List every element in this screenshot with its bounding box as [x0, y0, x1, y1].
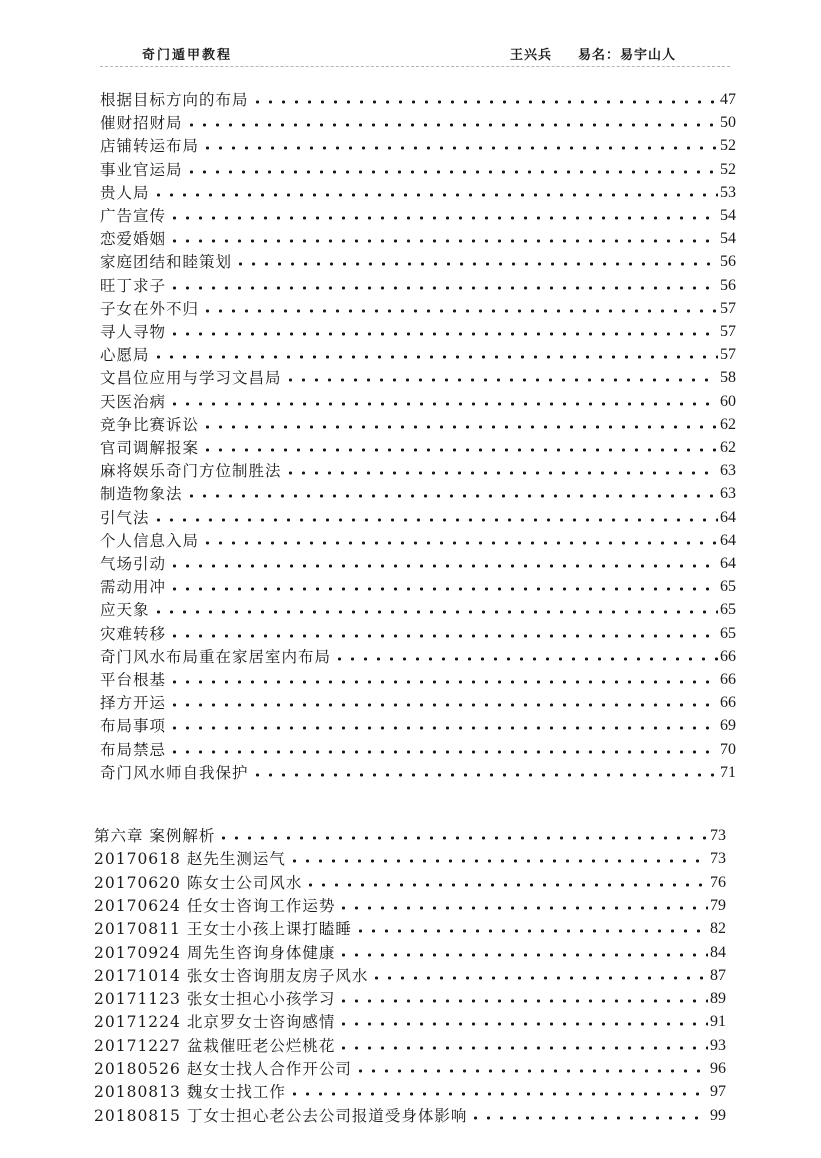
dot-leader	[333, 655, 718, 663]
toc-entry-page: 57	[720, 323, 736, 340]
toc-entry	[100, 205, 736, 227]
dot-leader	[168, 678, 718, 686]
toc-entry-title: 引气法	[100, 508, 150, 527]
toc-entry-title: 文昌位应用与学习文昌局	[100, 369, 282, 388]
toc-entry	[100, 599, 736, 621]
toc-entry	[100, 739, 736, 761]
dot-leader	[469, 1114, 708, 1122]
dot-leader	[251, 771, 718, 779]
dot-leader	[168, 284, 718, 292]
dot-leader	[370, 974, 708, 982]
dot-leader	[168, 214, 718, 222]
toc-entry	[94, 965, 726, 987]
toc-entry	[100, 228, 736, 250]
toc-entry-title: 天医治病	[100, 392, 167, 411]
toc-entry	[100, 275, 736, 297]
toc-entry-title: 广告宣传	[100, 207, 167, 225]
toc-entry-title: 平台根基	[100, 671, 167, 689]
toc-entry-page: 54	[720, 207, 736, 224]
toc-entry-page: 62	[720, 439, 736, 456]
dot-leader	[168, 400, 718, 408]
toc-entry	[94, 1081, 726, 1103]
toc-entry	[100, 483, 736, 505]
toc-entry-page: 54	[720, 230, 736, 248]
toc-entry	[94, 1011, 726, 1033]
toc-entry	[100, 89, 736, 111]
toc-entry	[94, 1035, 726, 1057]
toc-entry	[100, 298, 736, 320]
toc-entry-page: 52	[720, 160, 736, 178]
toc-entry	[94, 918, 726, 940]
dot-leader	[288, 1090, 708, 1098]
toc-entry-page: 56	[720, 276, 736, 294]
toc-entry	[100, 112, 736, 134]
toc-entry-page: 64	[720, 508, 736, 526]
dot-leader	[284, 469, 718, 477]
toc-entry-title: 20171227 盆栽催旺老公烂桃花	[94, 1036, 336, 1055]
dot-leader	[337, 997, 708, 1005]
toc-entry	[100, 135, 736, 157]
toc-entry-page: 47	[720, 91, 736, 108]
toc-entry	[100, 321, 736, 343]
toc-entry-page: 82	[710, 920, 726, 938]
toc-entry-page: 79	[710, 896, 726, 914]
toc-entry-page: 64	[720, 555, 736, 572]
toc-entry-page: 96	[710, 1060, 726, 1077]
toc-entry-title: 灾难转移	[100, 624, 167, 643]
toc-entry-title: 恋爱婚姻	[100, 230, 167, 249]
toc-entry-title: 需动用冲	[100, 578, 167, 597]
dot-leader	[168, 701, 718, 709]
dot-leader	[354, 927, 708, 935]
toc-entry-title: 心愿局	[100, 346, 150, 365]
dot-leader	[217, 834, 708, 842]
toc-entry-page: 76	[710, 873, 726, 891]
dot-leader	[152, 608, 718, 616]
dot-leader	[185, 121, 718, 129]
dot-leader	[152, 516, 718, 524]
toc-entry	[100, 182, 736, 204]
dot-leader	[168, 585, 718, 593]
toc-entry-page: 93	[710, 1036, 726, 1054]
toc-entry	[94, 942, 726, 964]
toc-entry	[100, 507, 736, 529]
toc-entry-title: 催财招财局	[100, 114, 183, 133]
toc-entry-page: 66	[720, 694, 736, 712]
toc-entry	[100, 646, 736, 668]
toc-entry-title: 根据目标方向的布局	[100, 91, 249, 109]
toc-entry	[94, 1058, 726, 1080]
toc-entry	[94, 895, 726, 917]
toc-entry	[94, 848, 726, 870]
dot-leader	[168, 562, 718, 570]
header-author: 王兴兵	[510, 48, 553, 63]
toc-entry-title: 第六章 案例解析	[94, 827, 216, 845]
toc-entry-title: 20170624 任女士咨询工作运势	[94, 896, 336, 915]
toc-entry-title: 20170924 周先生咨询身体健康	[94, 943, 336, 962]
toc-entry-title: 事业官运局	[100, 160, 183, 179]
toc-entry-title: 择方开运	[100, 694, 167, 713]
toc-entry-page: 87	[710, 966, 726, 984]
toc-entry-title: 奇门风水师自我保护	[100, 763, 249, 782]
toc-entry	[100, 553, 736, 575]
toc-entry-title: 制造物象法	[100, 485, 183, 504]
toc-entry-page: 89	[710, 990, 726, 1008]
toc-entry-page: 66	[720, 671, 736, 688]
dot-leader	[168, 632, 718, 640]
toc-entry-title: 个人信息入局	[100, 531, 200, 550]
dot-leader	[168, 330, 718, 338]
dot-leader	[201, 307, 718, 315]
toc-entry-title: 20180526 赵女士找人合作开公司	[94, 1060, 352, 1078]
toc-entry-page: 63	[720, 462, 736, 480]
toc-entry	[100, 669, 736, 691]
toc-entry	[100, 251, 736, 273]
toc-entry-page: 56	[720, 253, 736, 271]
dot-leader	[168, 724, 718, 732]
toc-entry-page: 52	[720, 137, 736, 155]
toc-entry-page: 53	[720, 183, 736, 201]
toc-entry-page: 58	[720, 369, 736, 387]
toc-entry-page: 97	[710, 1083, 726, 1101]
dot-leader	[337, 1044, 708, 1052]
toc-entry-page: 63	[720, 485, 736, 503]
dot-leader	[337, 1020, 708, 1028]
toc-entry-page: 64	[720, 531, 736, 549]
toc-entry	[100, 762, 736, 784]
toc-entry-title: 20170620 陈女士公司风水	[94, 873, 303, 892]
toc-entry-page: 65	[720, 624, 736, 642]
toc-entry-title: 20170811 王女士小孩上课打瞌睡	[94, 920, 352, 939]
toc-entry-title: 寻人寻物	[100, 323, 167, 341]
dot-leader	[201, 446, 718, 454]
toc-entry	[94, 872, 726, 894]
toc-entry-page: 73	[710, 850, 726, 868]
toc-entry-page: 99	[710, 1106, 726, 1124]
toc-entry	[100, 437, 736, 459]
toc-entry-page: 91	[710, 1013, 726, 1031]
dot-leader	[251, 98, 718, 106]
dot-leader	[185, 168, 718, 176]
toc-entry	[100, 159, 736, 181]
dot-leader	[152, 353, 718, 361]
dot-leader	[168, 748, 718, 756]
toc-entry-page: 71	[720, 763, 736, 781]
toc-entry	[100, 715, 736, 737]
dot-leader	[201, 423, 718, 431]
toc-entry-title: 20180813 魏女士找工作	[94, 1083, 286, 1102]
toc-entry-title: 竞争比赛诉讼	[100, 415, 200, 434]
toc-entry	[100, 576, 736, 598]
toc-entry-page: 73	[710, 827, 726, 844]
toc-entry-title: 20171224 北京罗女士咨询感情	[94, 1013, 336, 1032]
toc-entry	[100, 391, 736, 413]
toc-entry-title: 旺丁求子	[100, 276, 167, 295]
toc-entry-title: 布局禁忌	[100, 740, 167, 759]
toc-entry-page: 50	[720, 114, 736, 132]
dot-leader	[354, 1067, 708, 1075]
toc-entry-title: 子女在外不归	[100, 299, 200, 318]
dot-leader	[201, 144, 718, 152]
dot-leader	[234, 260, 718, 268]
toc-entry	[100, 692, 736, 714]
dot-leader	[337, 951, 708, 959]
toc-entry	[100, 367, 736, 389]
toc-entry-page: 65	[720, 601, 736, 619]
dot-leader	[168, 237, 718, 245]
dot-leader	[152, 191, 718, 199]
toc-entry-title: 官司调解报案	[100, 439, 200, 457]
dot-leader	[201, 539, 718, 547]
toc-entry	[100, 414, 736, 436]
toc-entry-page: 84	[710, 943, 726, 961]
dot-leader	[304, 881, 708, 889]
toc-entry-page: 66	[720, 647, 736, 665]
toc-entry-title: 20170618 赵先生测运气	[94, 850, 286, 869]
toc-entry	[94, 1105, 726, 1127]
toc-entry-page: 69	[720, 717, 736, 735]
toc-entry-title: 应天象	[100, 601, 150, 620]
toc-entry-title: 气场引动	[100, 555, 167, 573]
toc-entry	[100, 344, 736, 366]
dot-leader	[337, 904, 708, 912]
toc-entry	[100, 530, 736, 552]
toc-entry-title: 奇门风水布局重在家居室内布局	[100, 647, 332, 666]
toc-entry-page: 60	[720, 392, 736, 410]
toc-entry-title: 贵人局	[100, 183, 150, 202]
toc-entry-page: 57	[720, 346, 736, 364]
toc-entry	[94, 988, 726, 1010]
dot-leader	[288, 857, 708, 865]
toc-entry-page: 57	[720, 299, 736, 317]
toc-entry-title: 20171014 张女士咨询朋友房子风水	[94, 966, 369, 985]
toc-entry	[100, 623, 736, 645]
toc-entry-title: 家庭团结和睦策划	[100, 253, 233, 272]
toc-entry	[94, 825, 726, 847]
header-alias: 易名：易宇山人	[578, 48, 677, 63]
dot-leader	[284, 376, 718, 384]
toc-entry-page: 70	[720, 740, 736, 758]
toc-entry-title: 店铺转运布局	[100, 137, 200, 156]
toc-entry-page: 65	[720, 578, 736, 596]
header-book-title: 奇门遁甲教程	[142, 48, 233, 63]
toc-entry-title: 20180815 丁女士担心老公去公司报道受身体影响	[94, 1106, 468, 1125]
toc-entry	[100, 460, 736, 482]
toc-entry-title: 布局事项	[100, 717, 167, 736]
dot-leader	[185, 492, 718, 500]
toc-entry-page: 62	[720, 415, 736, 433]
toc-entry-title: 20171123 张女士担心小孩学习	[94, 990, 336, 1009]
toc-entry-title: 麻将娱乐奇门方位制胜法	[100, 462, 282, 481]
